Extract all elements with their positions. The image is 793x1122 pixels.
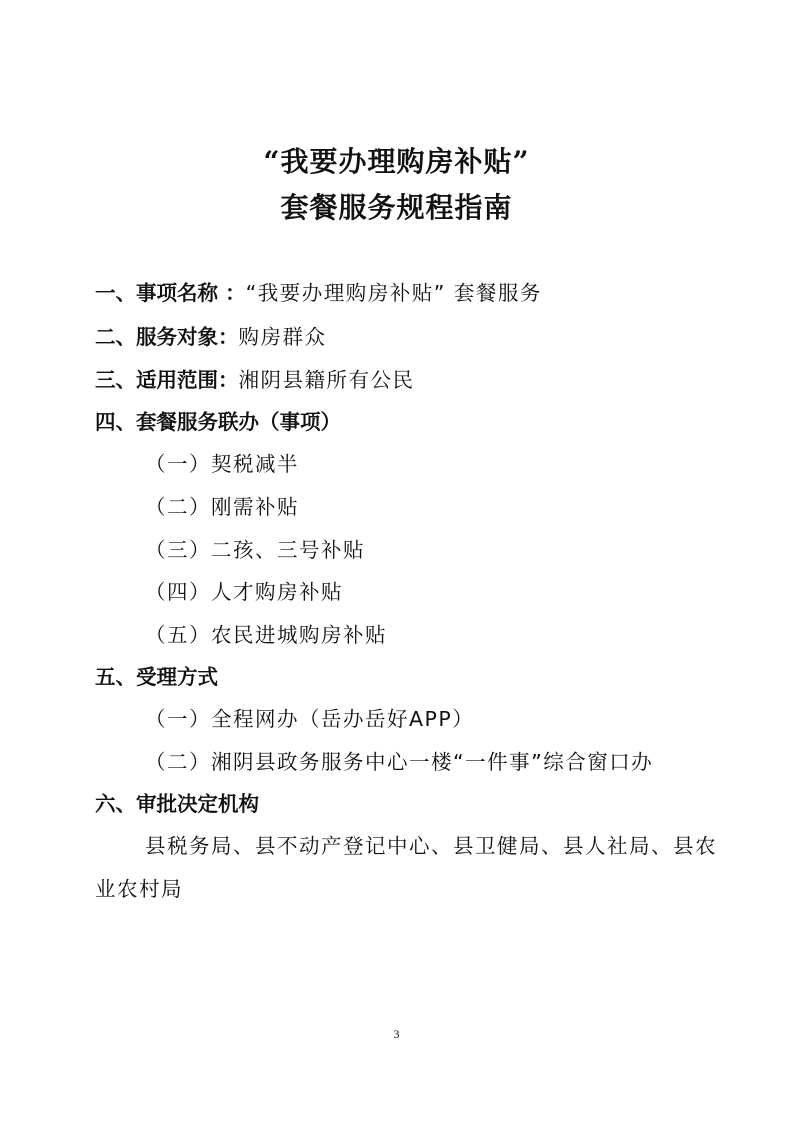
document-title-line1: “我要办理购房补贴”	[263, 145, 530, 178]
joint-service-item: （一）契税减半	[145, 452, 299, 476]
document-title-line2: 套餐服务规程指南	[280, 191, 513, 224]
section-item-name	[95, 276, 542, 306]
section-scope-label: 三、适用范围：	[95, 368, 239, 392]
page-number: 3	[393, 1027, 400, 1041]
acceptance-method-item: （二）湘阴县政务服务中心一楼“一件事”综合窗口办	[145, 750, 654, 774]
section-approval-heading: 六、审批决定机构	[95, 792, 259, 816]
joint-service-item: （三）二孩、三号补贴	[145, 538, 365, 562]
joint-service-item: （五）农民进城购房补贴	[145, 623, 387, 647]
section-service-target-value: 购房群众	[238, 325, 327, 349]
section-item-name-label: 一、事项名称 ：	[95, 281, 246, 305]
approval-agencies-line2: 业农村局	[95, 877, 183, 901]
section-scope-value: 湘阴县籍所有公民	[238, 368, 415, 392]
section-joint-services-heading: 四、套餐服务联办（事项）	[95, 410, 341, 434]
section-service-target	[95, 320, 327, 350]
section-acceptance-heading: 五、受理方式	[95, 665, 218, 689]
section-item-name-value: “我要办理购房补贴” 套餐服务	[245, 281, 542, 305]
joint-service-item: （四）人才购房补贴	[145, 580, 343, 604]
section-scope	[95, 363, 415, 393]
approval-agencies-line1: 县税务局、县不动产登记中心、县卫健局、县人社局、县农	[145, 834, 717, 858]
section-service-target-label: 二、服务对象：	[95, 325, 239, 349]
acceptance-method-item: （一）全程网办（岳办岳好APP）	[145, 707, 475, 731]
joint-service-item: （二）刚需补贴	[145, 495, 299, 519]
